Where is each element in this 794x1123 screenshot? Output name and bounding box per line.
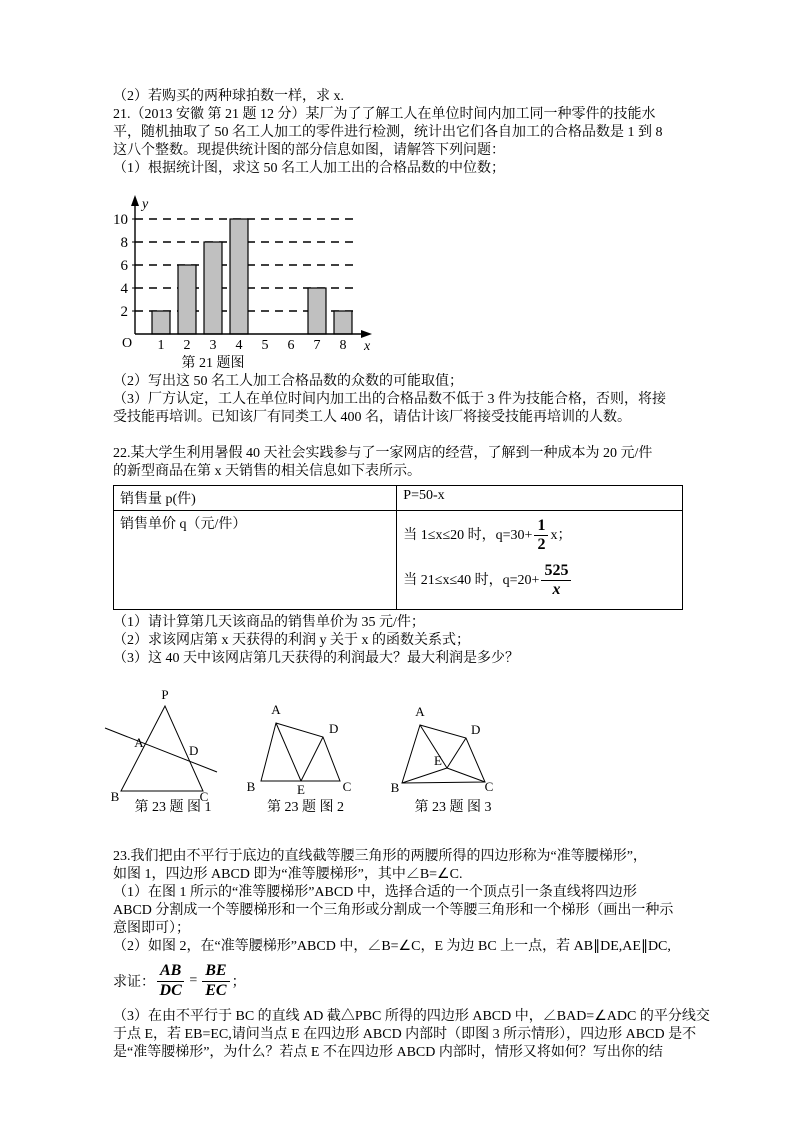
- text-line: 意图即可）；: [113, 921, 190, 937]
- text-line: （1）根据统计图，求这 50 名工人加工出的合格品数的中位数；: [113, 161, 505, 176]
- vertex-label: D: [329, 721, 339, 737]
- figure-23-1: [103, 686, 243, 816]
- vertex-label: A: [134, 735, 144, 751]
- fraction: [157, 963, 184, 999]
- cell-unit-price-formulas: [397, 511, 683, 610]
- equals-sign: =: [189, 973, 198, 989]
- text-line: （2）若购买的两种球拍数一样，求 x.: [113, 89, 344, 104]
- text-line: （1）请计算第几天该商品的销售单价为 35 元/件；: [113, 615, 425, 631]
- vertex-label: E: [297, 782, 305, 798]
- vertex-label: D: [471, 722, 481, 738]
- fraction-numerator: 1: [534, 518, 548, 536]
- formula-text: 求证：: [113, 975, 155, 991]
- x-axis-label: x: [364, 339, 371, 354]
- text-line: 23.我们把由不平行于底边的直线截等腰三角形的两腰所得的四边形称为“准等腰梯形”，: [113, 849, 647, 865]
- spacer: [113, 822, 690, 848]
- text-line: （3）在由不平行于 BC 的直线 AD 截△PBC 所得的四边形 ABCD 中，∠BAD=∠ADC 的平分线交: [113, 1009, 710, 1025]
- bar: [334, 311, 352, 334]
- vertex-label: E: [434, 753, 442, 769]
- chart-caption: 第 21 题图: [181, 356, 245, 371]
- fraction: [541, 563, 571, 599]
- segment-AE: [276, 723, 301, 781]
- y-axis-label: y: [142, 197, 149, 212]
- cell-unit-price-label: 销售单价 q（元/件）: [114, 511, 397, 610]
- x-axis-arrow: [361, 330, 372, 338]
- figure-caption: 第 23 题 图 3: [414, 800, 492, 816]
- bar: [308, 288, 326, 334]
- segment-CE: [447, 768, 485, 782]
- vertex-label: A: [271, 702, 281, 718]
- text-line: 如图 1，四边形 ABCD 即为“准等腰梯形”，其中∠B=∠C.: [113, 867, 463, 883]
- cell-sales-volume-formula: P=50-x: [397, 486, 683, 511]
- fraction-numerator: BE: [202, 963, 229, 981]
- problem23-figures-row: [110, 686, 690, 822]
- origin-label: O: [121, 336, 133, 351]
- blank-line: [113, 427, 690, 445]
- fraction-denominator: DC: [159, 981, 182, 999]
- fraction: [534, 518, 548, 554]
- x-tick-label: 7: [313, 338, 321, 353]
- y-axis-arrow: [131, 195, 139, 206]
- figure-23-1-drawing: [103, 686, 243, 804]
- vertex-label: B: [390, 780, 400, 796]
- vertex-label: C: [484, 779, 494, 795]
- bar: [230, 219, 248, 334]
- table-row: [114, 486, 683, 511]
- x-tick-label: 5: [261, 338, 269, 353]
- price-formula-2: [403, 563, 676, 599]
- text-line: （2）如图 2，在“准等腰梯形”ABCD 中，∠B=∠C，E 为边 BC 上一点，若 AB∥DE,AE∥DC,: [113, 939, 671, 955]
- figure-23-3: [383, 686, 523, 816]
- figure-caption: 第 23 题 图 1: [134, 800, 212, 816]
- text-line: （3）这 40 天中该网店第几天获得的利润最大？最大利润是多少？: [113, 651, 519, 667]
- vertex-label: C: [342, 779, 352, 795]
- text-line: （2）写出这 50 名工人加工合格品数的众数的可能取值；: [113, 374, 463, 389]
- text-line: 受技能再培训。已知该厂有同类工人 400 名，请估计该厂将接受技能再培训的人数。: [113, 410, 631, 425]
- segment-BE: [402, 768, 447, 783]
- formula-text: x；: [550, 528, 572, 544]
- sales-info-table: [113, 485, 683, 610]
- y-tick-label: 6: [120, 258, 128, 274]
- text-line: 的新型商品在第 x 天销售的相关信息如下表所示。: [113, 464, 421, 479]
- formula-text: 当 21≤x≤40 时，q=20+: [403, 572, 540, 588]
- figure-23-3-drawing: [383, 693, 523, 799]
- vertex-label: P: [161, 687, 169, 703]
- text-line: 是“准等腰梯形”，为什么？若点 E 不在四边形 ABCD 内部时，情形又将如何？写出你的结: [113, 1045, 663, 1061]
- text-line: （2）求该网店第 x 天获得的利润 y 关于 x 的函数关系式；: [113, 633, 470, 649]
- bar: [152, 311, 170, 334]
- fraction-denominator: x: [552, 580, 561, 598]
- y-tick-label: 4: [120, 281, 128, 297]
- fraction-denominator: EC: [205, 981, 227, 999]
- fraction-denominator: 2: [537, 536, 546, 554]
- secant-line-AD: [105, 728, 217, 772]
- formula-text: ；: [231, 975, 246, 991]
- segment-DE: [447, 738, 466, 768]
- vertex-label: C: [199, 789, 209, 805]
- text-line: 平，随机抽取了 50 名工人加工的零件进行检测，统计出它们各自加工的合格品数是 1 到 8: [113, 125, 663, 140]
- bar: [178, 265, 196, 334]
- y-tick-label: 2: [120, 304, 128, 320]
- text-line: （3）厂方认定，工人在单位时间内加工出的合格品数不低于 3 件为技能合格，否则，将接: [113, 392, 666, 407]
- text-line: （1）在图 1 所示的“准等腰梯形”ABCD 中，选择合适的一个顶点引一条直线将四边形: [113, 885, 637, 901]
- x-tick-label: 2: [183, 338, 191, 353]
- vertex-label: B: [246, 779, 256, 795]
- cell-sales-volume-label: 销售量 p(件): [114, 486, 397, 511]
- price-formula-1: [403, 518, 676, 554]
- figure-23-2-drawing: [243, 698, 368, 798]
- segment-DE: [301, 737, 323, 781]
- figure-23-2: [243, 686, 368, 816]
- proof-formula: [113, 960, 690, 1002]
- text-line: 于点 E，若 EB=EC,请问当点 E 在四边形 ABCD 内部时（即图 3 所示情形），四边形 ABCD 是不: [113, 1027, 697, 1043]
- figure-caption: 第 23 题 图 2: [267, 800, 344, 816]
- x-tick-label: 4: [235, 338, 243, 353]
- table-row: [114, 511, 683, 610]
- vertex-label: B: [110, 789, 120, 805]
- text-line: ABCD 分割成一个等腰梯形和一个三角形或分割成一个等腰三角形和一个梯形（画出一种示: [113, 903, 674, 919]
- statistics-chart-block: [113, 192, 690, 373]
- fraction: [202, 963, 229, 999]
- x-tick-label: 1: [157, 338, 165, 353]
- text-line: 22.某大学生利用暑假 40 天社会实践参与了一家网店的经营，了解到一种成本为 20 元/件: [113, 446, 653, 461]
- x-tick-label: 8: [339, 338, 347, 353]
- text-line: 21.（2013 安徽 第 21 题 12 分）某厂为了了解工人在单位时间内加工同一种零件的技能水: [113, 107, 656, 122]
- vertex-label: D: [189, 743, 199, 759]
- x-tick-label: 6: [287, 338, 295, 353]
- fraction-numerator: AB: [157, 963, 184, 981]
- fraction-numerator: 525: [541, 563, 571, 581]
- vertex-label: A: [415, 704, 425, 720]
- bar-chart: [113, 192, 383, 354]
- y-tick-label: 10: [113, 212, 128, 228]
- formula-text: 当 1≤x≤20 时，q=30+: [403, 528, 533, 544]
- bar: [204, 242, 222, 334]
- text-line: 这八个整数。现提供统计图的部分信息如图，请解答下列问题：: [113, 143, 505, 158]
- x-tick-label: 3: [209, 338, 217, 353]
- y-tick-label: 8: [120, 235, 128, 251]
